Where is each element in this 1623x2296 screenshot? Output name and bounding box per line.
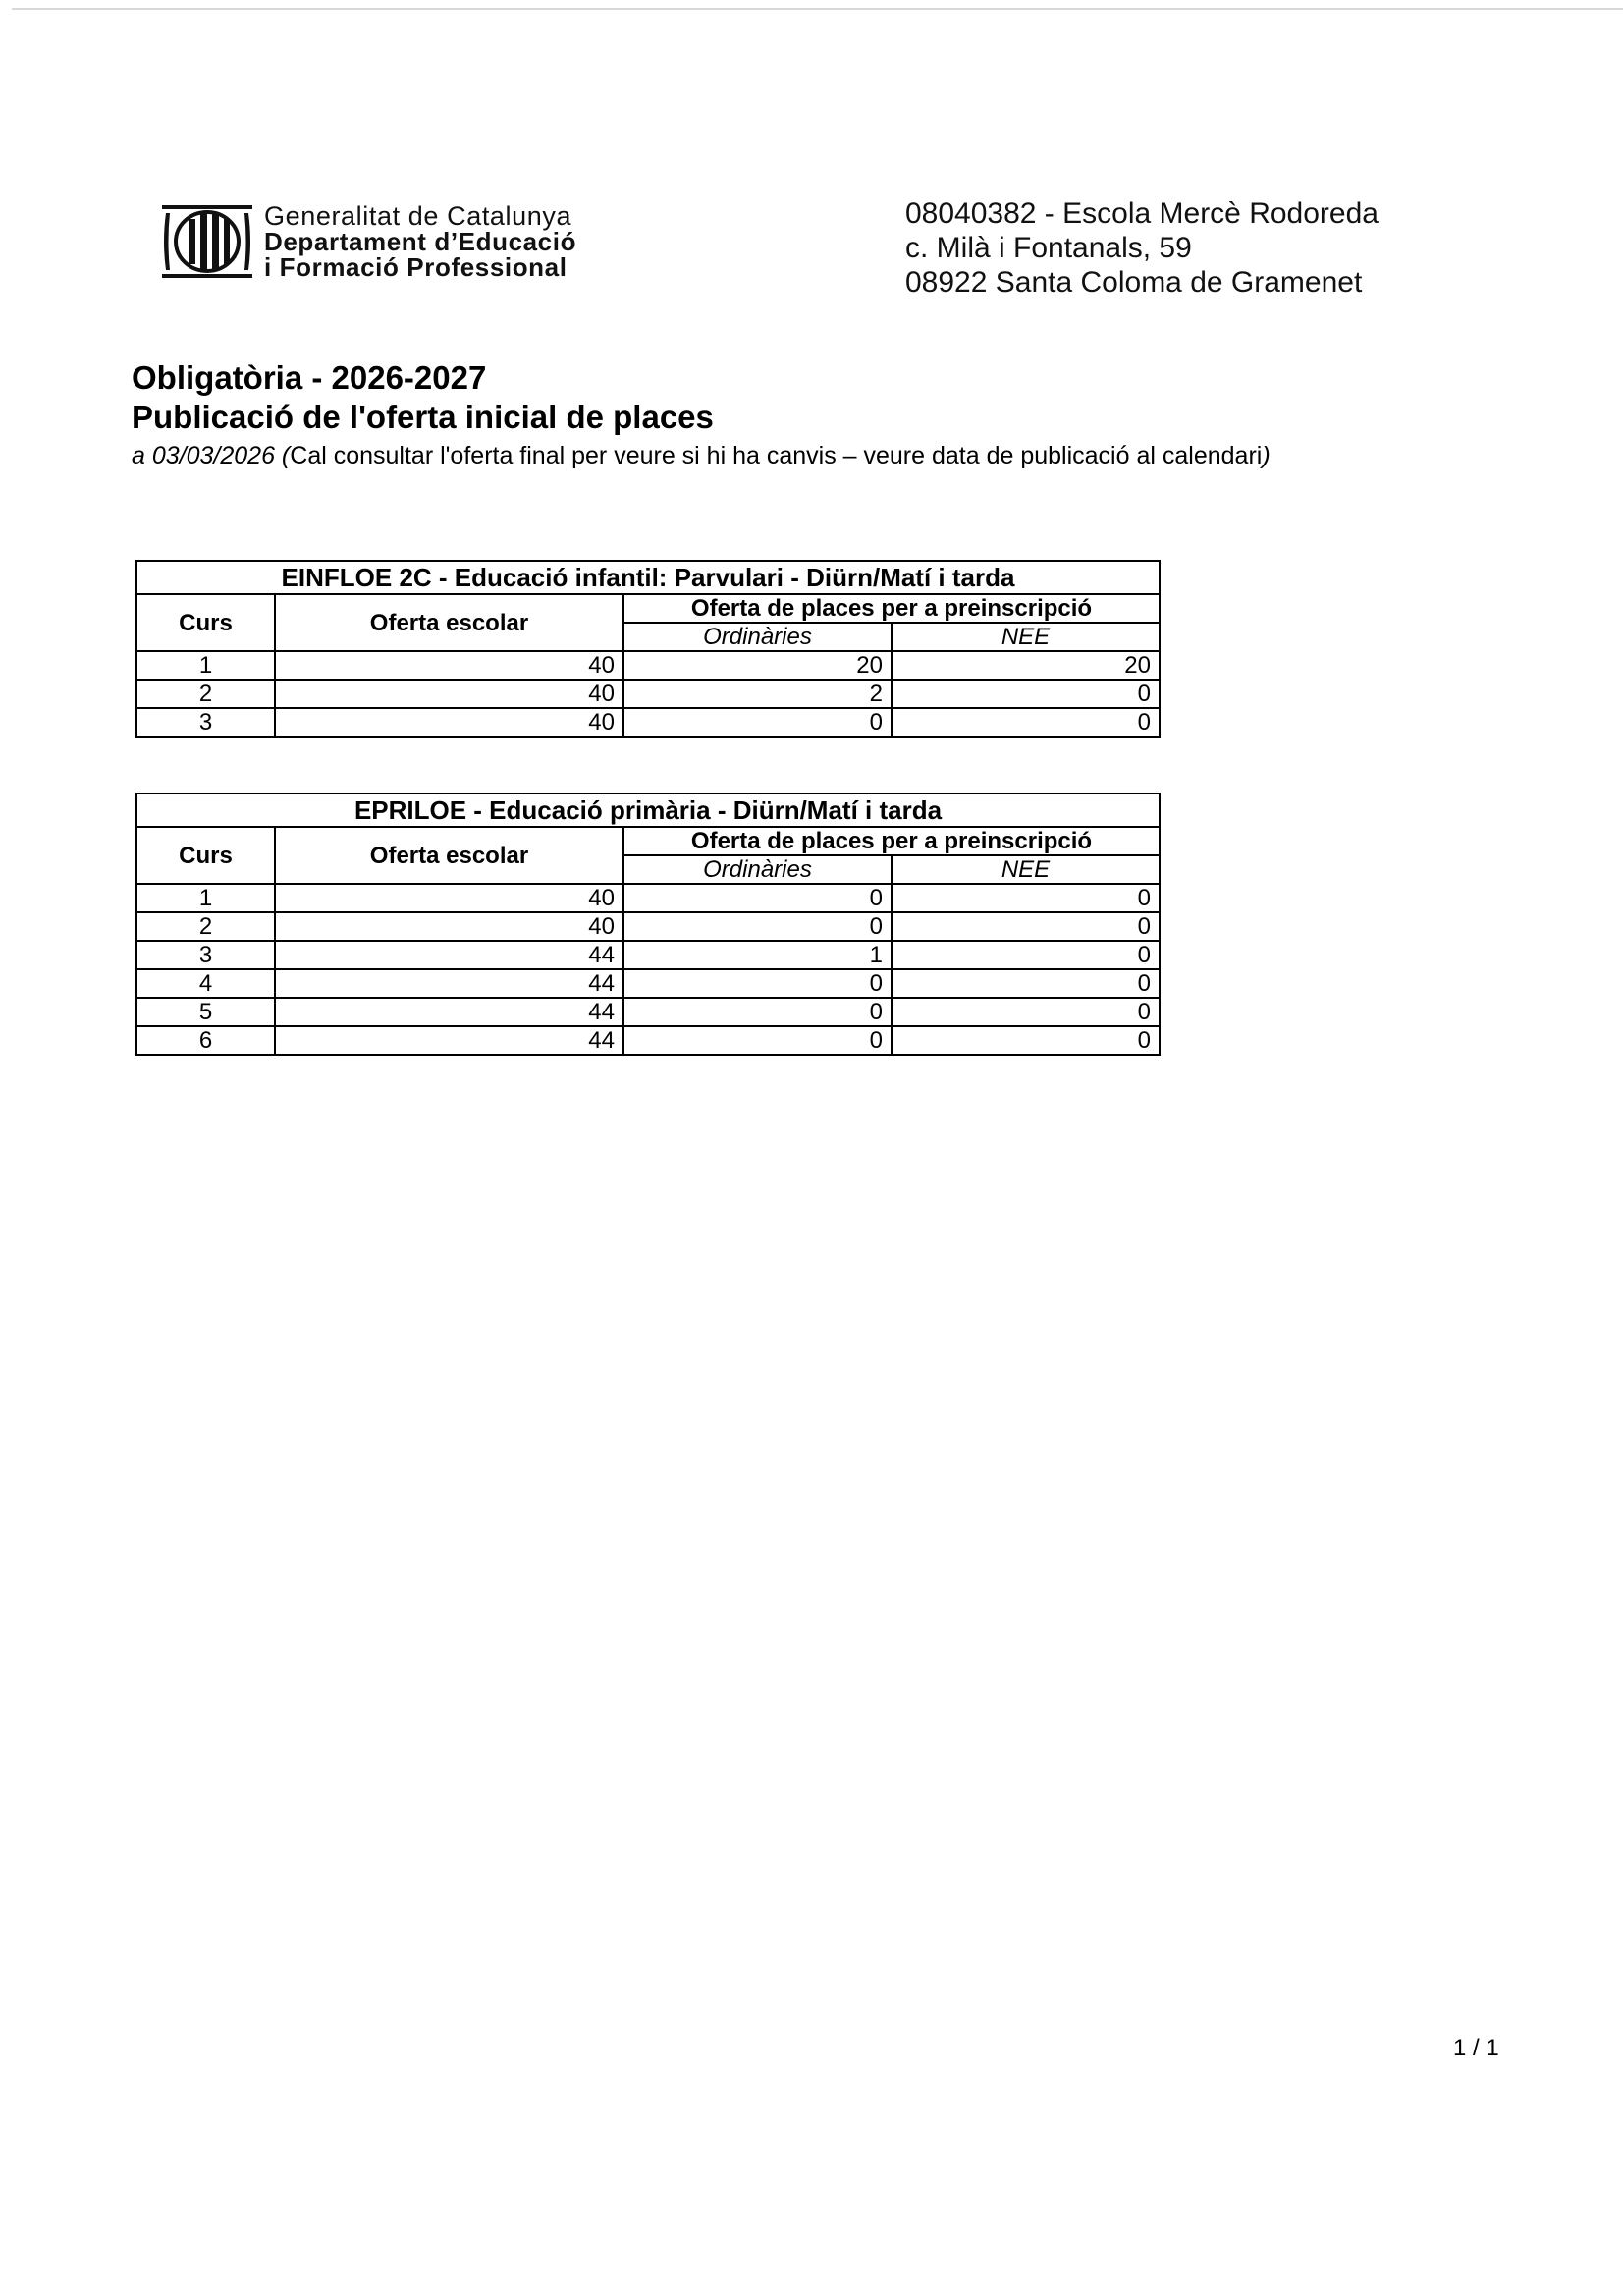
header-curs: Curs: [136, 827, 275, 884]
logo-line-departament: Departament d’Educació: [264, 227, 577, 256]
cell-curs: 6: [136, 1026, 275, 1055]
header-curs: Curs: [136, 594, 275, 651]
table-row: [136, 912, 1160, 941]
table-row: [136, 708, 1160, 737]
cell-nee: 0: [892, 708, 1160, 737]
cell-curs: 2: [136, 912, 275, 941]
cell-ordinaries: 2: [623, 680, 892, 708]
school-city: 08922 Santa Coloma de Gramenet: [905, 266, 1363, 299]
table-row: [136, 969, 1160, 998]
table-title: EINFLOE 2C - Educació infantil: Parvulari - Diürn/Matí i tarda: [136, 561, 1160, 594]
cell-oferta: 40: [275, 680, 623, 708]
cell-nee: 0: [892, 941, 1160, 969]
school-address: c. Milà i Fontanals, 59: [905, 232, 1192, 264]
logo-line-formacio: i Formació Professional: [264, 252, 568, 282]
table-title-row: [136, 793, 1160, 827]
cell-curs: 1: [136, 651, 275, 680]
school-info: [905, 196, 1379, 300]
table-row: [136, 998, 1160, 1026]
cell-ordinaries: 0: [623, 884, 892, 912]
page-number: 1 / 1: [1453, 2035, 1499, 2061]
cell-nee: 20: [892, 651, 1160, 680]
cell-curs: 3: [136, 708, 275, 737]
table-title-row: [136, 561, 1160, 594]
cell-nee: 0: [892, 912, 1160, 941]
cell-ordinaries: 1: [623, 941, 892, 969]
cell-ordinaries: 0: [623, 998, 892, 1026]
table-row: [136, 651, 1160, 680]
logo-line-generalitat: Generalitat de Catalunya: [264, 201, 572, 231]
cell-ordinaries: 20: [623, 651, 892, 680]
table-row: [136, 941, 1160, 969]
table-title: EPRILOE - Educació primària - Diürn/Matí i tarda: [136, 793, 1160, 827]
note-paren-open: (: [274, 442, 291, 469]
school-code-name: 08040382 - Escola Mercè Rodoreda: [905, 197, 1379, 230]
document-title-block: [132, 358, 1271, 472]
table-row: [136, 680, 1160, 708]
table-row: [136, 884, 1160, 912]
note-text: Cal consultar l'oferta final per veure si hi ha canvis – veure data de publicació al calendari: [290, 442, 1263, 469]
cell-oferta: 40: [275, 912, 623, 941]
generalitat-logo: [162, 201, 673, 280]
generalitat-emblem-icon: [162, 205, 252, 278]
document-subtitle: Publicació de l'oferta inicial de places: [132, 399, 714, 435]
cell-ordinaries: 0: [623, 1026, 892, 1055]
cell-nee: 0: [892, 1026, 1160, 1055]
cell-ordinaries: 0: [623, 969, 892, 998]
header-oferta-escolar: Oferta escolar: [275, 827, 623, 884]
cell-nee: 0: [892, 969, 1160, 998]
scan-top-rule: [12, 8, 1623, 10]
cell-nee: 0: [892, 998, 1160, 1026]
header-preinscripcio: Oferta de places per a preinscripció: [623, 594, 1160, 623]
logo-text: [264, 203, 576, 280]
cell-oferta: 44: [275, 969, 623, 998]
cell-oferta: 44: [275, 1026, 623, 1055]
note-paren-close: ): [1262, 442, 1271, 469]
offer-table-primaria: [135, 793, 1161, 1056]
cell-curs: 4: [136, 969, 275, 998]
cell-oferta: 40: [275, 651, 623, 680]
cell-nee: 0: [892, 680, 1160, 708]
document-title: Obligatòria - 2026-2027: [132, 359, 487, 396]
table-header-row: [136, 594, 1160, 623]
header-ordinaries: Ordinàries: [623, 855, 892, 884]
offer-table-infantil: [135, 560, 1161, 738]
cell-oferta: 40: [275, 884, 623, 912]
cell-nee: 0: [892, 884, 1160, 912]
cell-curs: 2: [136, 680, 275, 708]
header-preinscripcio: Oferta de places per a preinscripció: [623, 827, 1160, 855]
cell-oferta: 40: [275, 708, 623, 737]
cell-ordinaries: 0: [623, 708, 892, 737]
table-row: [136, 1026, 1160, 1055]
cell-curs: 3: [136, 941, 275, 969]
header-nee: NEE: [892, 855, 1160, 884]
header-ordinaries: Ordinàries: [623, 623, 892, 651]
header-oferta-escolar: Oferta escolar: [275, 594, 623, 651]
cell-curs: 1: [136, 884, 275, 912]
publication-date: a 03/03/2026: [132, 442, 275, 469]
table-header-row: [136, 827, 1160, 855]
cell-curs: 5: [136, 998, 275, 1026]
publication-note: [132, 439, 1271, 472]
cell-ordinaries: 0: [623, 912, 892, 941]
cell-oferta: 44: [275, 941, 623, 969]
cell-oferta: 44: [275, 998, 623, 1026]
header-nee: NEE: [892, 623, 1160, 651]
